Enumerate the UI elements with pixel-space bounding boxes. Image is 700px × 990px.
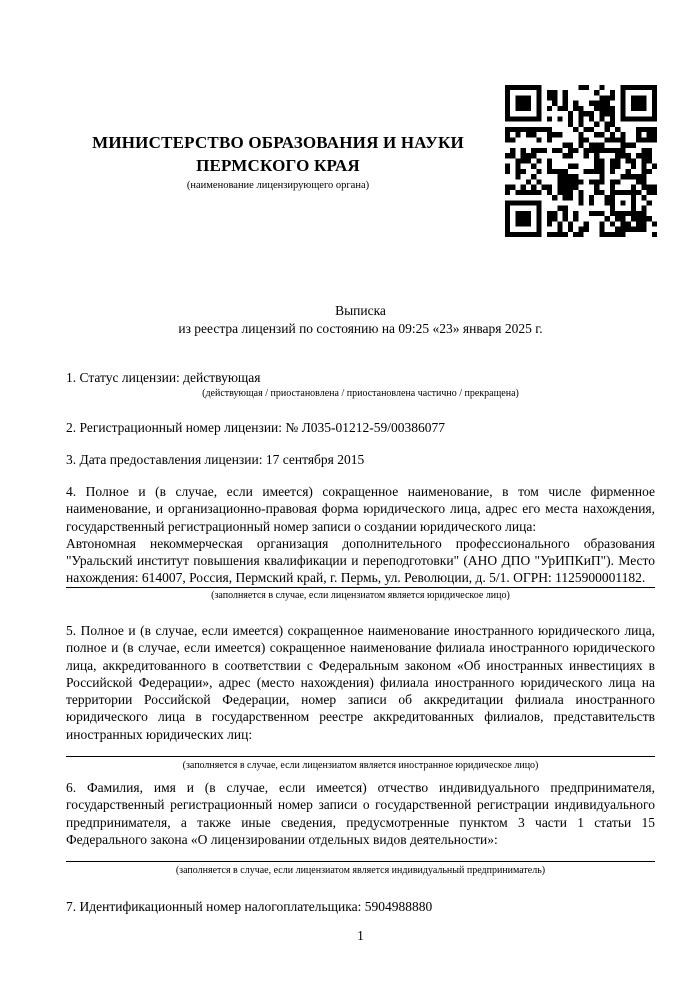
field-grant-date: 3. Дата предоставления лицензии: 17 сентября 2015 [66, 452, 365, 467]
field-foreign-entity-label: 5. Полное и (в случае, если имеется) сокращенное наименование иностранного юридического лица, полное и (в случае, если имеется) сокращенное наименование филиала иностранного юридического лица, аккредитованного в соответствии с Федеральным законом «Об иностранных инвестициях в Российской Федерации», адрес (место нахождения) филиала иностранного юридического лица на территории Российской Федерации, номер записи об аккредитации филиала иностранного юридического лица в государственном реестре аккредитованных филиалов, представительств иностранных юридических лиц: [66, 623, 655, 742]
fill-in-rule [66, 861, 655, 862]
field-foreign-entity [66, 622, 655, 772]
qr-code-icon [505, 85, 657, 237]
field-legal-entity-caption: (заполняется в случае, если лицензиатом является юридическое лицо) [211, 590, 510, 602]
page-number: 1 [357, 928, 364, 943]
fill-in-rule [66, 756, 655, 757]
document-title-line1: Выписка [335, 303, 386, 318]
ministry-name-line2: ПЕРМСКОГО КРАЯ [196, 156, 360, 175]
ministry-header [66, 131, 490, 191]
field-legal-entity-value: Автономная некоммерческая организация дополнительного профессионального образования "Уральский институт повышения квалификации и переподготовки" (АНО ДПО "УрИПКиП"). Место нахождения: 614007, Россия, Пермский край, г. Пермь, ул. Революции, д. 5/1. ОГРН: 1125900001182. [66, 535, 655, 586]
document-title [66, 302, 655, 338]
field-individual-entrepreneur-caption: (заполняется в случае, если лицензиатом является индивидуальный предприниматель) [175, 864, 546, 876]
field-individual-entrepreneur [66, 779, 655, 877]
field-taxpayer-number: 7. Идентификационный номер налогоплательщика: 5904988880 [66, 899, 433, 914]
field-license-status: 1. Статус лицензии: действующая [66, 370, 261, 385]
field-legal-entity [66, 483, 655, 602]
field-registration-number: 2. Регистрационный номер лицензии: № Л035-01212-59/00386077 [66, 420, 446, 435]
ministry-name-line1: МИНИСТЕРСТВО ОБРАЗОВАНИЯ И НАУКИ [92, 133, 464, 152]
fill-in-rule [66, 587, 655, 588]
field-foreign-entity-caption: (заполняется в случае, если лицензиатом является иностранное юридическое лицо) [182, 759, 539, 771]
field-license-status-caption: (действующая / приостановлена / приостановлена частично / прекращена) [202, 388, 519, 399]
ministry-caption: (наименование лицензирующего органа) [186, 180, 370, 191]
document-title-line2: из реестра лицензий по состоянию на 09:25 «23» января 2025 г. [178, 321, 543, 336]
field-individual-entrepreneur-label: 6. Фамилия, имя и (в случае, если имеется) отчество индивидуального предпринимателя, государственный регистрационный номер записи о государственной регистрации индивидуального предпринимателя, а также иные сведения, предусмотренные пунктом 3 части 1 статьи 15 Федерального закона «О лицензировании отдельных видов деятельности»: [66, 780, 655, 847]
field-legal-entity-label: 4. Полное и (в случае, если имеется) сокращенное наименование, в том числе фирменное наименование, и организационно-правовая форма юридического лица, адрес его места нахождения, государственный регистрационный номер записи о создании юридического лица: [66, 484, 655, 534]
